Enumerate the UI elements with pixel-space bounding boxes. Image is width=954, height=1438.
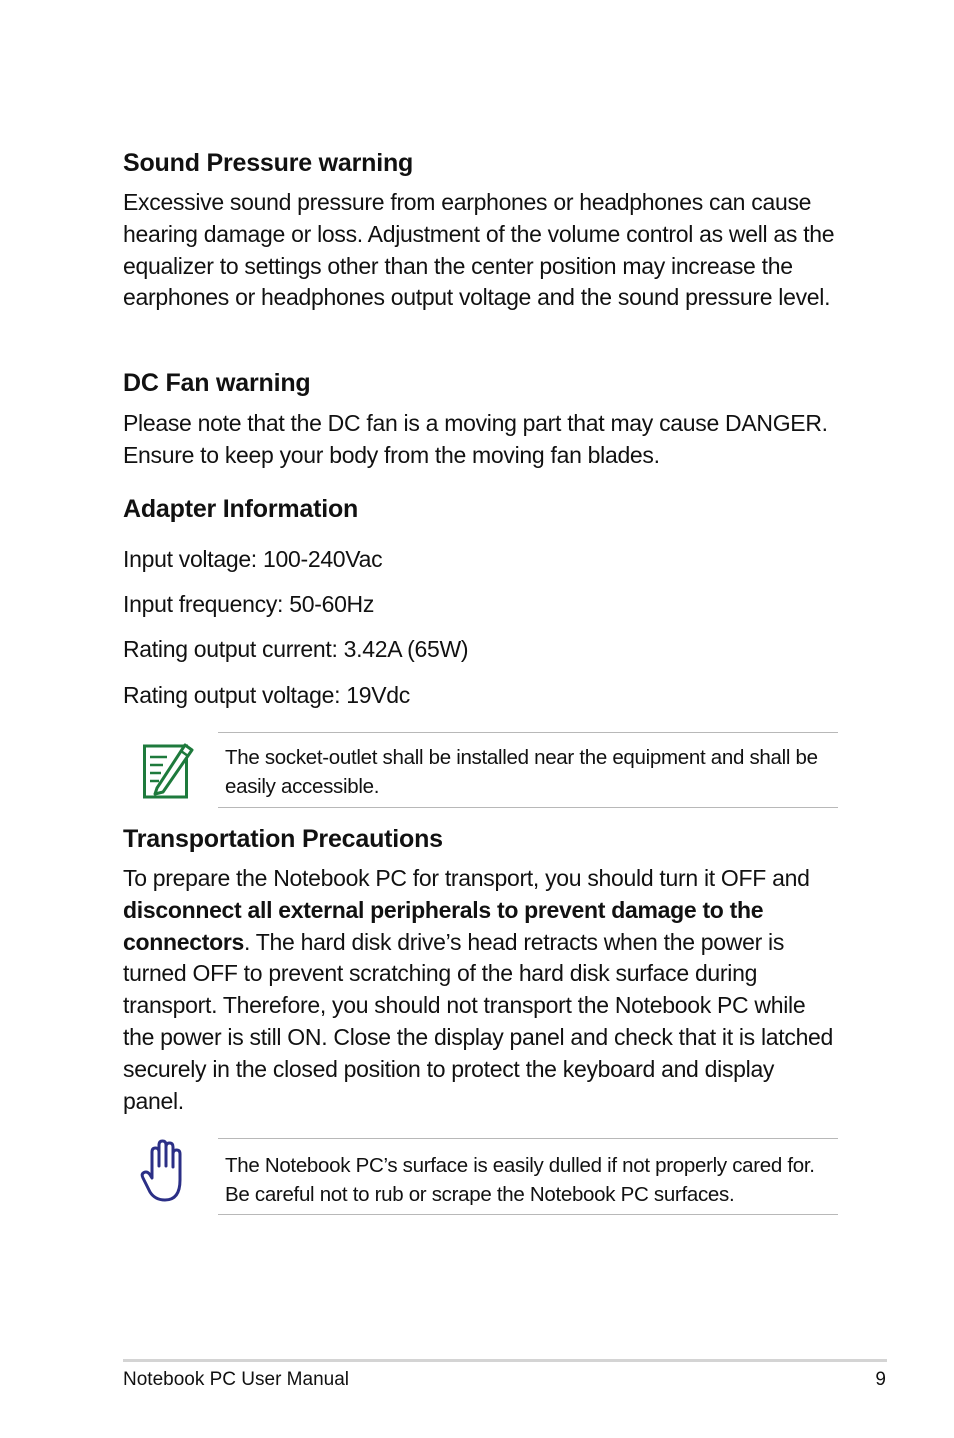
footer-divider [123,1359,887,1362]
adapter-output-current: Rating output current: 3.42A (65W) [123,636,469,662]
adapter-output-voltage: Rating output voltage: 19Vdc [123,682,410,708]
note-socket-box [218,732,838,808]
adapter-input-frequency: Input frequency: 50-60Hz [123,591,375,617]
transport-intro: To prepare the Notebook PC for transport, you should turn it OFF and [123,865,810,891]
sound-pressure-body: Excessive sound pressure from earphones or headphones can cause hearing damage or loss. Adjustment of the volume control as well as the equalizer to settings other than the center position may increase the earphones or headphones output voltage and the sound pressure level. [123,189,835,311]
dc-fan-body: Please note that the DC fan is a moving part that may cause DANGER. Ensure to keep your body from the moving fan blades. [123,410,828,468]
transport-rest: . The hard disk drive’s head retracts when the power is turned OFF to prevent scratching of the hard disk surface during transport. Therefore, you should not transport the Notebook PC while the power is still ON. Close the display panel and check that it is latched securely in the closed position to protect the keyboard and display panel. [123,928,834,1114]
adapter-heading: Adapter Information [123,495,359,523]
adapter-input-voltage: Input voltage: 100-240Vac [123,546,383,572]
note-pencil-icon [141,741,195,806]
sound-pressure-heading: Sound Pressure warning [123,149,414,177]
note-surface-text: The Notebook PC’s surface is easily dulled if not properly cared for. Be careful not to rub or scrape the Notebook PC surfaces. [225,1154,815,1206]
note-socket-text: The socket-outlet shall be installed near the equipment and shall be easily accessible. [225,746,818,798]
transport-body [123,863,838,1117]
transport-heading: Transportation Precautions [123,825,443,853]
caution-hand-icon [139,1136,191,1211]
footer-manual-title: Notebook PC User Manual [123,1369,349,1390]
note-surface-box [218,1138,838,1215]
dc-fan-heading: DC Fan warning [123,369,311,397]
footer-page-number: 9 [875,1369,886,1390]
transport-bold: disconnect all external peripherals to prevent damage to the connectors [123,896,764,955]
